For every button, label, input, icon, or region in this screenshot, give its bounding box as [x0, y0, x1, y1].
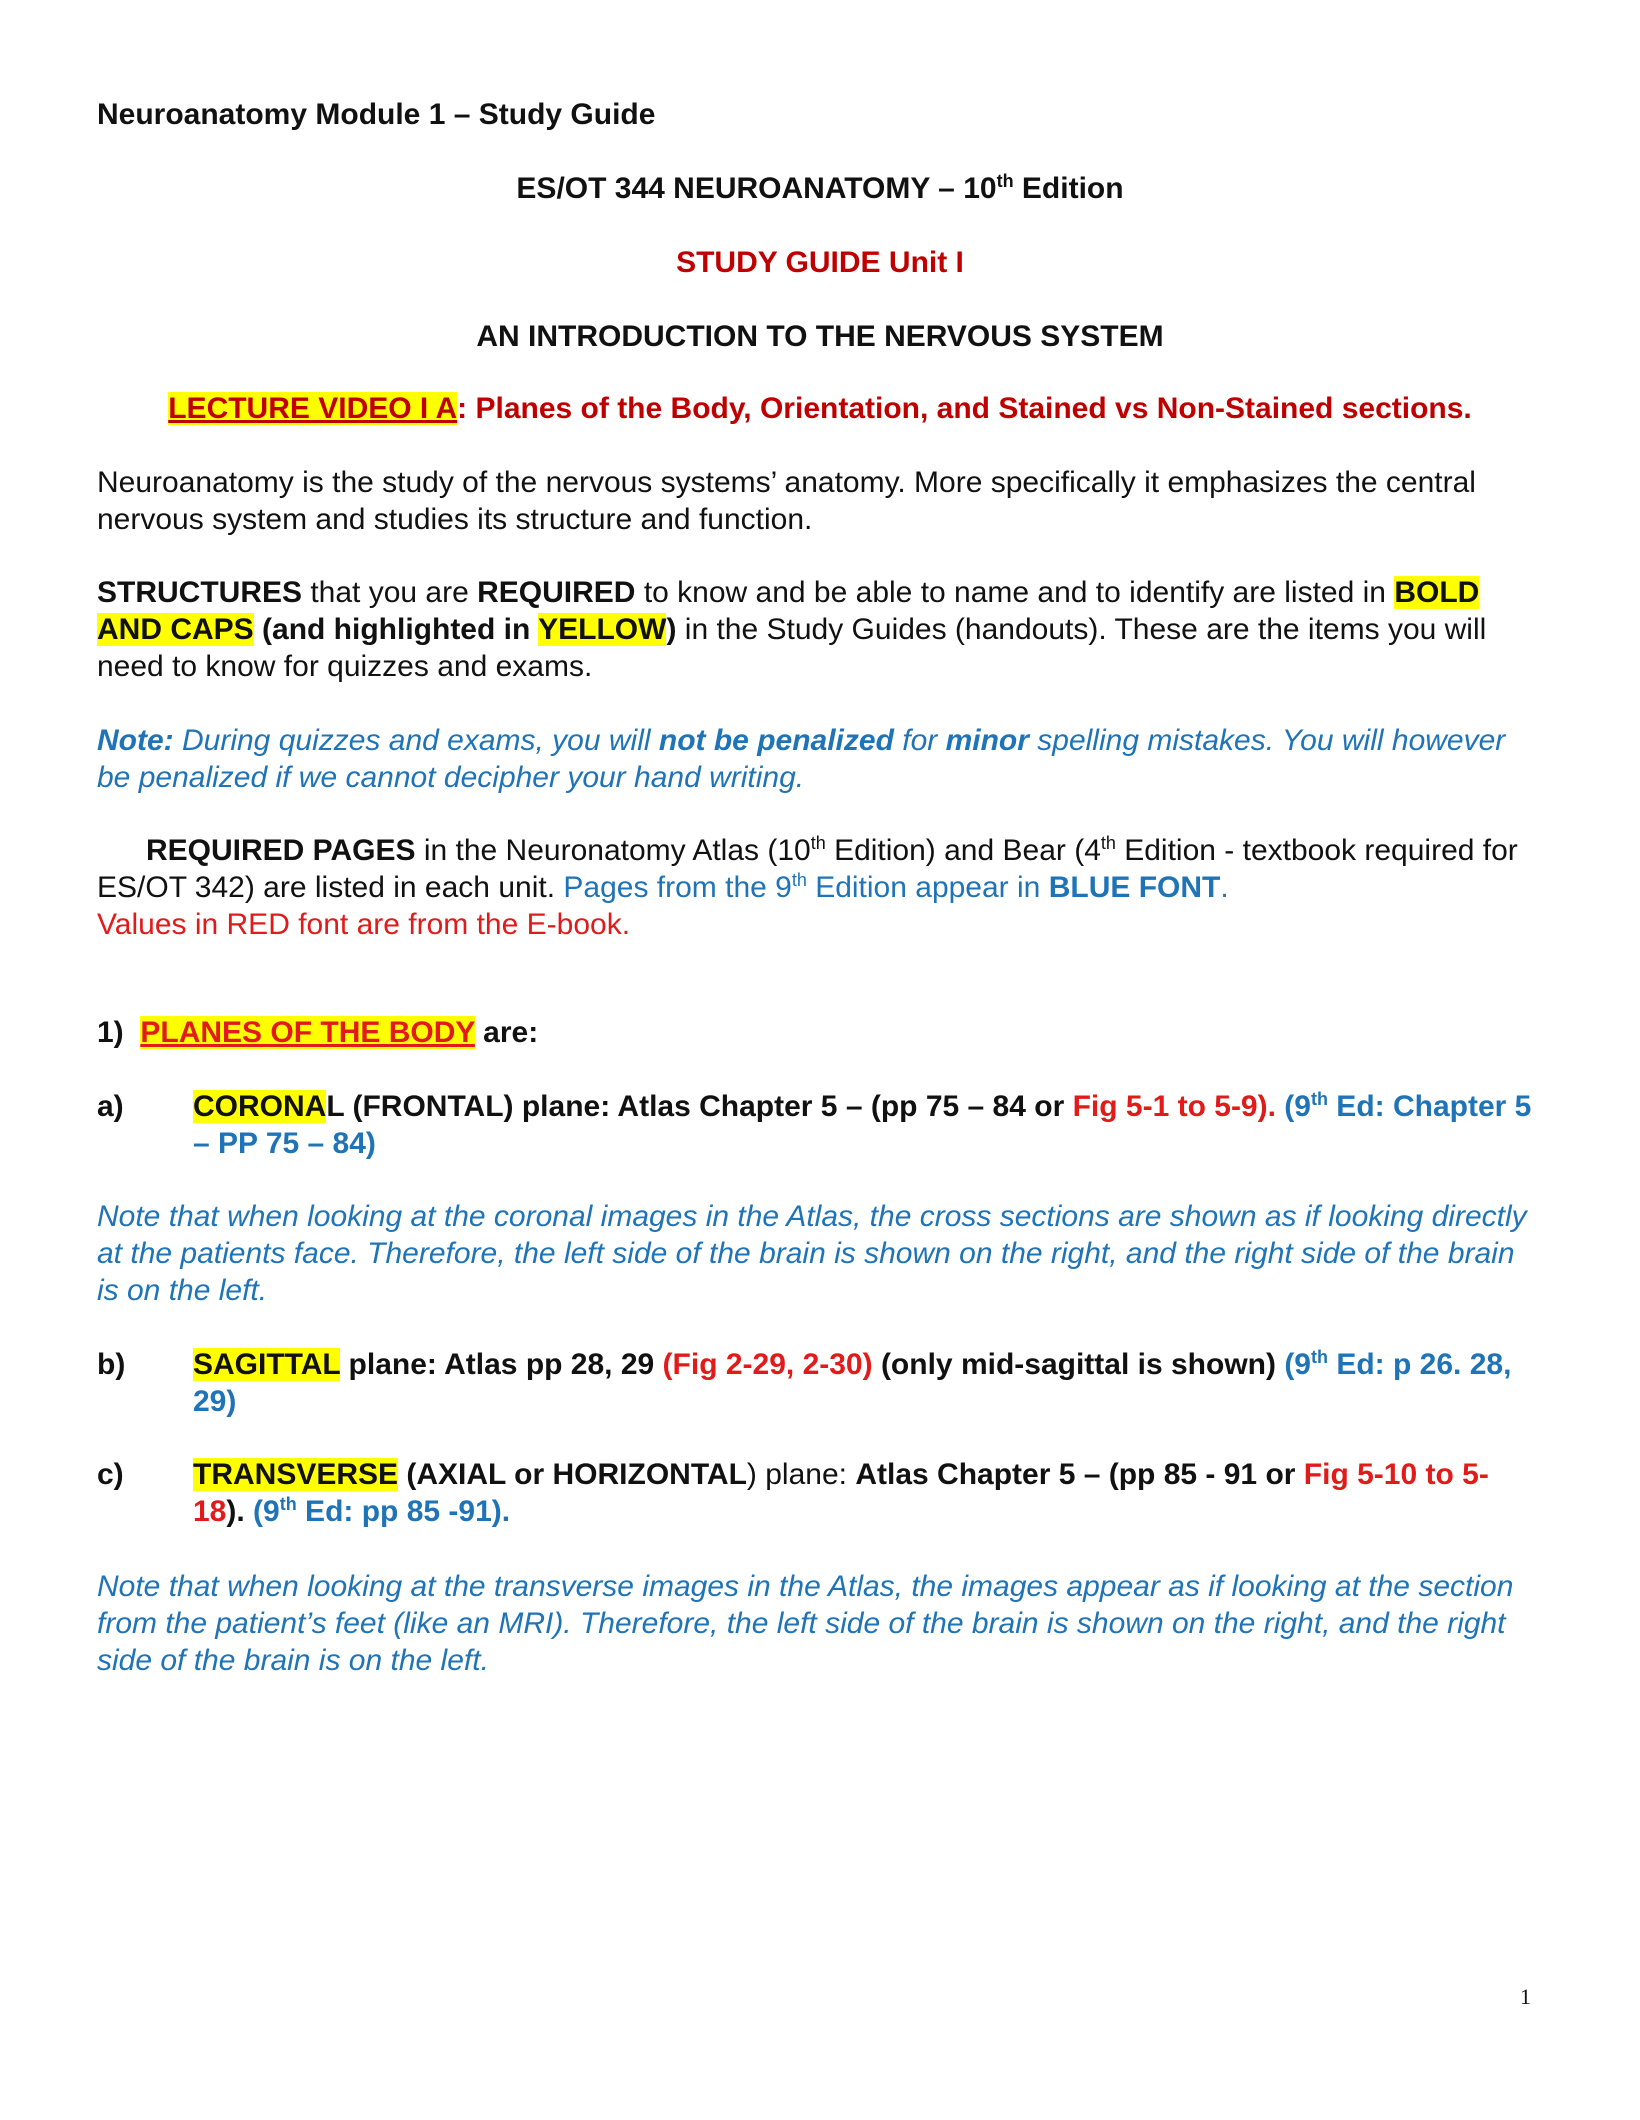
- highlighted-in-text: (and highlighted in: [253, 613, 539, 646]
- note-text: During quizzes and exams, you will: [173, 724, 659, 757]
- required-pages-text: in the Neuronatomy Atlas (10: [415, 834, 811, 867]
- document-header: Neuroanatomy Module 1 – Study Guide: [97, 98, 656, 131]
- course-title-text: ES/OT 344 NEUROANATOMY – 10: [516, 172, 997, 205]
- sup-th: th: [1311, 1347, 1328, 1367]
- note-paragraph: [97, 722, 1537, 796]
- note-text: spelling mistakes. You will however be penalized if we cannot decipher your hand writing.: [97, 724, 1506, 794]
- lecture-label: LECTURE VIDEO I A: [168, 392, 458, 425]
- sagittal-text: (only mid-sagittal is shown): [872, 1348, 1285, 1381]
- course-title: [0, 170, 1640, 207]
- item-label: b): [97, 1348, 126, 1381]
- sagittal-fig: (Fig 2-29, 2-30): [662, 1348, 873, 1381]
- bold-caps-highlight: BOLD AND CAPS: [97, 576, 1480, 646]
- section-planes-heading: [97, 1014, 1537, 1051]
- item-label: c): [97, 1458, 124, 1491]
- sup-th: th: [1310, 1089, 1328, 1109]
- transverse-text: ) plane:: [746, 1458, 856, 1491]
- transverse-note: Note that when looking at the transverse images in the Atlas, the images appear as if looking at the section from the patient’s feet (like an MRI). Therefore, the left side of the brain is shown on the right, and the right side of the brain is on the left.: [97, 1570, 1514, 1677]
- sup-th: th: [279, 1494, 297, 1514]
- transverse-highlight: TRANSVERSE: [193, 1458, 399, 1491]
- required-pages-text: Edition) and Bear (4: [825, 834, 1101, 867]
- sagittal-text: plane: Atlas pp 28, 29: [340, 1348, 663, 1381]
- sup-th: th: [810, 833, 826, 853]
- structures-paragraph: [97, 574, 1537, 685]
- section-number: 1): [97, 1016, 124, 1049]
- required-pages-label: REQUIRED PAGES: [146, 834, 416, 867]
- page-number: 1: [1520, 1984, 1531, 2009]
- ninth-edition-note: Edition appear in: [806, 871, 1049, 904]
- item-label: a): [97, 1090, 124, 1123]
- transverse-text: Atlas Chapter 5 – (pp 85 - 91 or: [855, 1458, 1304, 1491]
- sup-th: th: [1100, 833, 1116, 853]
- sup-th: th: [791, 870, 807, 890]
- paren-close: ): [666, 613, 677, 646]
- intro-paragraph: Neuroanatomy is the study of the nervous systems’ anatomy. More specifically it emphasizes the central nervous system and studies its structure and function.: [97, 466, 1476, 536]
- transverse-text: (AXIAL or HORIZONTAL: [398, 1458, 747, 1491]
- note-label: Note:: [97, 724, 174, 757]
- transverse-ninth: (9: [244, 1495, 280, 1528]
- ninth-edition-note: Pages from the 9: [563, 871, 792, 904]
- coronal-ninth: Ed: Chapter 5 – PP 75 – 84): [193, 1090, 1532, 1160]
- coronal-text: L (FRONTAL) plane: Atlas Chapter 5 – (pp 75 – 84 or: [326, 1090, 1073, 1123]
- transverse-text: ).: [226, 1495, 245, 1528]
- coronal-note: Note that when looking at the coronal images in the Atlas, the cross sections are shown as if looking directly at the patients face. Therefore, the left side of the brain is shown on the right, and the right side of the brain is on the left.: [97, 1200, 1527, 1307]
- period: .: [1220, 871, 1229, 904]
- note-emphasis: minor: [945, 724, 1029, 757]
- structures-word: STRUCTURES: [97, 576, 303, 609]
- transverse-fig: Fig 5-10 to 5-18: [193, 1458, 1489, 1528]
- sagittal-ninth: (9: [1284, 1348, 1311, 1381]
- note-text: for: [893, 724, 946, 757]
- course-title-edition: Edition: [1013, 172, 1124, 205]
- intro-title: AN INTRODUCTION TO THE NERVOUS SYSTEM: [476, 320, 1164, 353]
- required-pages-paragraph: [97, 832, 1537, 943]
- structures-text: in the Study Guides (handouts). These are the items you will need to know for quizzes and exams.: [97, 613, 1487, 683]
- planes-rest: are:: [474, 1016, 539, 1049]
- sagittal-highlight: SAGITTAL: [193, 1348, 341, 1381]
- course-title-sup: th: [996, 171, 1014, 191]
- transverse-ninth: Ed: pp 85 -91).: [296, 1495, 511, 1528]
- note-emphasis: not be penalized: [658, 724, 894, 757]
- ebook-note: Values in RED font are from the E-book.: [97, 908, 631, 941]
- lecture-topic: : Planes of the Body, Orientation, and Stained vs Non-Stained sections.: [457, 392, 1472, 425]
- coronal-fig: Fig 5-1 to 5-9).: [1072, 1090, 1276, 1123]
- sagittal-ninth: Ed: p 26. 28, 29): [193, 1348, 1512, 1418]
- required-word: REQUIRED: [477, 576, 636, 609]
- coronal-ninth: (9: [1275, 1090, 1311, 1123]
- coronal-highlight: CORONA: [193, 1090, 327, 1123]
- blue-font-word: BLUE FONT: [1048, 871, 1221, 904]
- required-pages-text: Edition - textbook required for ES/OT 342) are listed in each unit.: [97, 834, 1518, 904]
- structures-text: that you are: [302, 576, 478, 609]
- structures-text: to know and be able to name and to identify are listed in: [635, 576, 1395, 609]
- lecture-heading: [0, 390, 1640, 427]
- planes-label: PLANES OF THE BODY: [140, 1016, 475, 1049]
- yellow-highlight: YELLOW: [538, 613, 667, 646]
- study-guide-title: STUDY GUIDE Unit I: [676, 246, 964, 279]
